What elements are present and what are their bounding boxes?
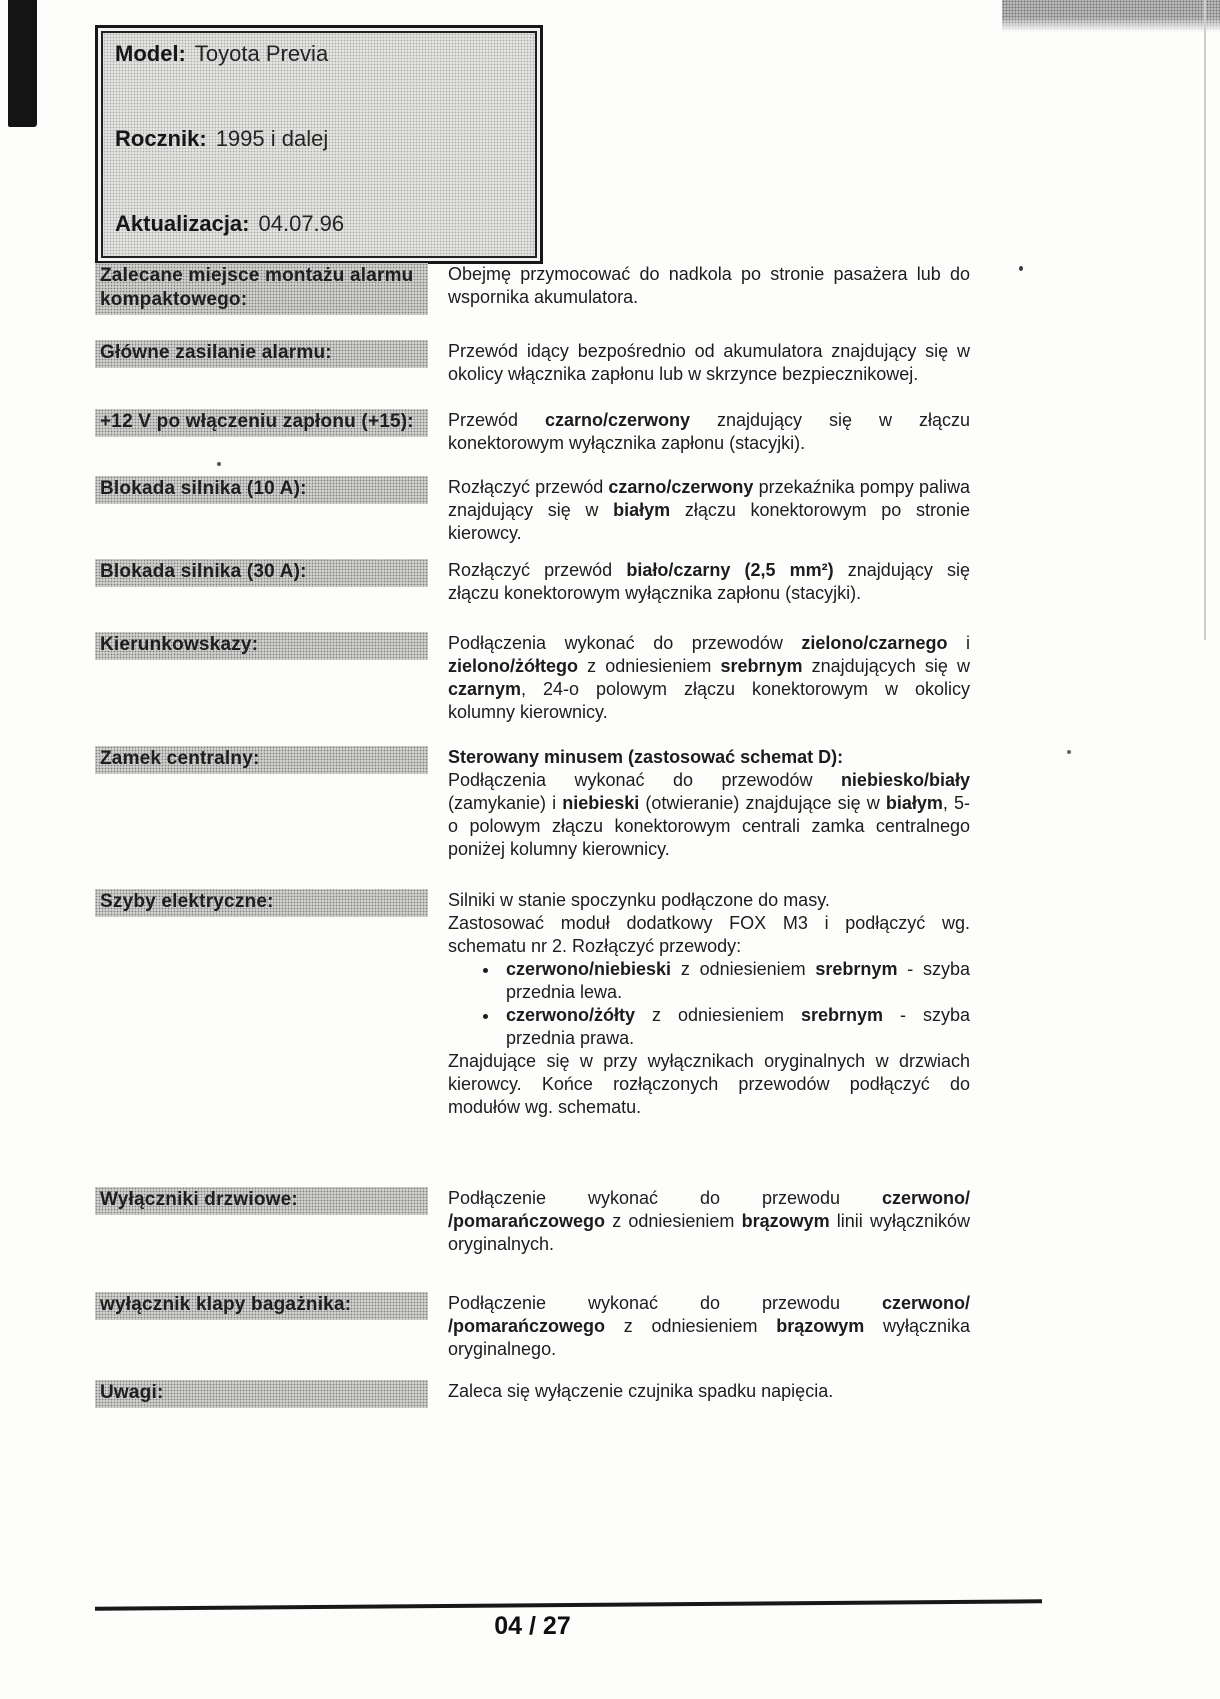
row-label-cell: [95, 340, 428, 368]
row-label-cell: [95, 409, 428, 437]
scan-artifact-right-edge-line: [1204, 0, 1206, 640]
text-segment: - szyba przednia lewa.: [506, 959, 970, 1002]
row-label-blokada-silnika-10a: Blokada silnika (10 A):: [95, 476, 428, 504]
text-segment: Podłączenie wykonać do przewodu: [448, 1188, 882, 1208]
scan-artifact-left-bar: [8, 0, 37, 127]
spec-row-glowne-zasilanie-alarmu: [95, 340, 970, 386]
wire-color-emphasis: biało/czarny (2,5 mm²): [626, 560, 834, 580]
wire-color-emphasis: zielono/żółtego: [448, 656, 578, 676]
row-label-cell: [95, 1187, 428, 1215]
row-content-wylacznik-klapy-bagaznika: [448, 1292, 970, 1361]
row-content-blokada-silnika-30a: [448, 559, 970, 605]
row-label-glowne-zasilanie-alarmu: Główne zasilanie alarmu:: [95, 340, 428, 368]
text-segment: z odniesieniem: [578, 656, 721, 676]
paragraph: [448, 632, 970, 724]
vehicle-update-label: Aktualizacja:: [115, 211, 250, 236]
wire-color-emphasis: białym: [885, 793, 943, 813]
paragraph: [448, 769, 970, 861]
scan-speck: [1067, 750, 1071, 754]
text-segment: Przewód idący bezpośrednio od akumulatora znajdujący się w okolicy włącznika zapłonu lub w skrzynce bezpiecznikowej.: [448, 341, 970, 384]
paragraph: [448, 409, 970, 455]
text-segment: znajdujący się w złączu konektorowym wyłącznika zapłonu (stacyjki).: [448, 410, 970, 453]
spec-row-blokada-silnika-30a: [95, 559, 970, 605]
vehicle-year-field: [115, 126, 535, 152]
text-segment: znajdujących się w: [802, 656, 970, 676]
paragraph: [448, 1187, 970, 1256]
bullet-list: [448, 958, 970, 1050]
spec-row-zalecane-miejsce-montazu-alarmu: [95, 263, 970, 315]
text-segment: , 24-o polowym złączu konektorowym w okolicy kolumny kierownicy.: [448, 679, 970, 722]
text-segment: z odniesieniem: [635, 1005, 801, 1025]
wire-color-emphasis: niebiesko/biały: [840, 770, 970, 790]
paragraph: [448, 746, 970, 769]
footer-rule: [95, 1599, 1042, 1610]
vehicle-model-label: Model:: [115, 41, 186, 66]
page-number: 04 / 27: [494, 1612, 571, 1640]
text-segment: Zastosować moduł dodatkowy FOX M3 i podłączyć wg. schematu nr 2. Rozłączyć przewody:: [448, 913, 970, 956]
row-label-cell: [95, 1380, 428, 1408]
row-content-wylaczniki-drzwiowe: [448, 1187, 970, 1256]
spec-row-zamek-centralny: [95, 746, 970, 861]
wire-color-emphasis: czerwono/żółty: [506, 1005, 636, 1025]
text-segment: Zaleca się wyłączenie czujnika spadku napięcia.: [448, 1381, 834, 1401]
wire-color-emphasis: czarno/czerwony: [608, 477, 754, 497]
row-label-plus-12v-po-wlaczeniu-zaplonu: +12 V po włączeniu zapłonu (+15):: [95, 409, 428, 437]
wire-color-emphasis: srebrnym: [800, 1005, 884, 1025]
wire-color-emphasis: białym: [613, 500, 671, 520]
text-segment: (otwieranie) znajdujące się w: [639, 793, 886, 813]
row-content-zalecane-miejsce-montazu-alarmu: [448, 263, 970, 309]
paragraph: [448, 912, 970, 958]
text-segment: Podłączenia wykonać do przewodów: [448, 633, 802, 653]
vehicle-year-value: 1995 i dalej: [215, 126, 329, 151]
paragraph: [448, 476, 970, 545]
text-segment: złączu konektorowym po stronie kierowcy.: [448, 500, 970, 543]
vehicle-year-label: Rocznik:: [115, 126, 207, 151]
paragraph: [448, 263, 970, 309]
spec-row-wylacznik-klapy-bagaznika: [95, 1292, 970, 1361]
row-label-cell: [95, 559, 428, 587]
row-label-cell: [95, 746, 428, 774]
vehicle-info-box: [95, 25, 543, 264]
text-segment: Rozłączyć przewód: [448, 560, 627, 580]
vehicle-model-field: [115, 41, 535, 67]
text-segment: znajdujący się złączu konektorowym wyłącznika zapłonu (stacyjki).: [448, 560, 970, 603]
row-label-wylacznik-klapy-bagaznika: wyłącznik klapy bagażnika:: [95, 1292, 428, 1320]
row-label-cell: [95, 263, 428, 315]
row-label-kierunkowskazy: Kierunkowskazy:: [95, 632, 428, 660]
spec-row-kierunkowskazy: [95, 632, 970, 724]
paragraph: [448, 889, 970, 912]
text-segment: Przewód: [448, 410, 545, 430]
vehicle-info-box-inner: [101, 31, 537, 258]
bullet-item: [500, 1004, 970, 1050]
spec-row-blokada-silnika-10a: [95, 476, 970, 545]
row-label-uwagi: Uwagi:: [95, 1380, 428, 1408]
wire-color-emphasis: czarno/czerwony: [545, 410, 691, 430]
wire-color-emphasis: czerwono/ /pomarańczowego: [448, 1188, 970, 1231]
row-content-uwagi: [448, 1380, 970, 1403]
wire-color-emphasis: Sterowany minusem (zastosować schemat D):: [448, 747, 844, 767]
paragraph: [448, 1050, 970, 1119]
row-content-kierunkowskazy: [448, 632, 970, 724]
wire-color-emphasis: czarnym: [448, 679, 522, 699]
vehicle-model-value: Toyota Previa: [194, 41, 329, 66]
text-segment: z odniesieniem: [671, 959, 816, 979]
wire-color-emphasis: zielono/czarnego: [801, 633, 948, 653]
text-segment: Znajdujące się w przy wyłącznikach oryginalnych w drzwiach kierowcy. Końce rozłączonych przewodów podłączyć do modułów wg. schematu.: [448, 1051, 970, 1117]
wire-color-emphasis: brązowym: [776, 1316, 865, 1336]
scan-artifact-top-right: [1002, 0, 1220, 32]
text-segment: Podłączenie wykonać do przewodu: [448, 1293, 882, 1313]
wire-color-emphasis: czerwono/niebieski: [506, 959, 672, 979]
row-label-blokada-silnika-30a: Blokada silnika (30 A):: [95, 559, 428, 587]
row-label-cell: [95, 632, 428, 660]
paragraph: [448, 340, 970, 386]
vehicle-update-field: [115, 211, 535, 237]
row-label-cell: [95, 889, 428, 917]
spec-row-szyby-elektryczne: [95, 889, 970, 1119]
row-label-cell: [95, 1292, 428, 1320]
row-content-zamek-centralny: [448, 746, 970, 861]
text-segment: przekaźnika pompy paliwa znajdujący się w: [448, 477, 970, 520]
spec-row-plus-12v-po-wlaczeniu-zaplonu: [95, 409, 970, 455]
spec-row-wylaczniki-drzwiowe: [95, 1187, 970, 1256]
row-label-zamek-centralny: Zamek centralny:: [95, 746, 428, 774]
spec-table: [95, 263, 970, 1408]
text-segment: linii wyłączników oryginalnych.: [448, 1211, 970, 1254]
wire-color-emphasis: srebrnym: [720, 656, 803, 676]
text-segment: , 5-o polowym złączu konektorowym centrali zamka centralnego poniżej kolumny kierownicy.: [448, 793, 970, 859]
text-segment: Rozłączyć przewód: [448, 477, 609, 497]
row-label-cell: [95, 476, 428, 504]
paragraph: [448, 1292, 970, 1361]
text-segment: (zamykanie) i: [448, 793, 563, 813]
text-segment: - szyba przednia prawa.: [506, 1005, 970, 1048]
row-content-blokada-silnika-10a: [448, 476, 970, 545]
row-label-zalecane-miejsce-montazu-alarmu: Zalecane miejsce montażu alarmu kompaktowego:: [95, 263, 428, 315]
wire-color-emphasis: czerwono/ /pomarańczowego: [448, 1293, 970, 1336]
row-content-szyby-elektryczne: [448, 889, 970, 1119]
scan-speck: [1019, 266, 1023, 271]
text-segment: Silniki w stanie spoczynku podłączone do masy.: [448, 890, 830, 910]
text-segment: Obejmę przymocować do nadkola po stronie pasażera lub do wspornika akumulatora.: [448, 264, 970, 307]
vehicle-update-value: 04.07.96: [258, 211, 345, 236]
paragraph: [448, 559, 970, 605]
row-content-glowne-zasilanie-alarmu: [448, 340, 970, 386]
wire-color-emphasis: niebieski: [562, 793, 640, 813]
text-segment: z odniesieniem: [605, 1316, 777, 1336]
bullet-item: [500, 958, 970, 1004]
text-segment: Podłączenia wykonać do przewodów: [448, 770, 841, 790]
text-segment: wyłącznika oryginalnego.: [448, 1316, 971, 1359]
wire-color-emphasis: brązowym: [741, 1211, 830, 1231]
wire-color-emphasis: srebrnym: [815, 959, 898, 979]
row-content-plus-12v-po-wlaczeniu-zaplonu: [448, 409, 970, 455]
text-segment: i: [947, 633, 971, 653]
row-label-wylaczniki-drzwiowe: Wyłączniki drzwiowe:: [95, 1187, 428, 1215]
text-segment: z odniesieniem: [605, 1211, 742, 1231]
paragraph: [448, 1380, 970, 1403]
row-label-szyby-elektryczne: Szyby elektryczne:: [95, 889, 428, 917]
spec-row-uwagi: [95, 1380, 970, 1408]
